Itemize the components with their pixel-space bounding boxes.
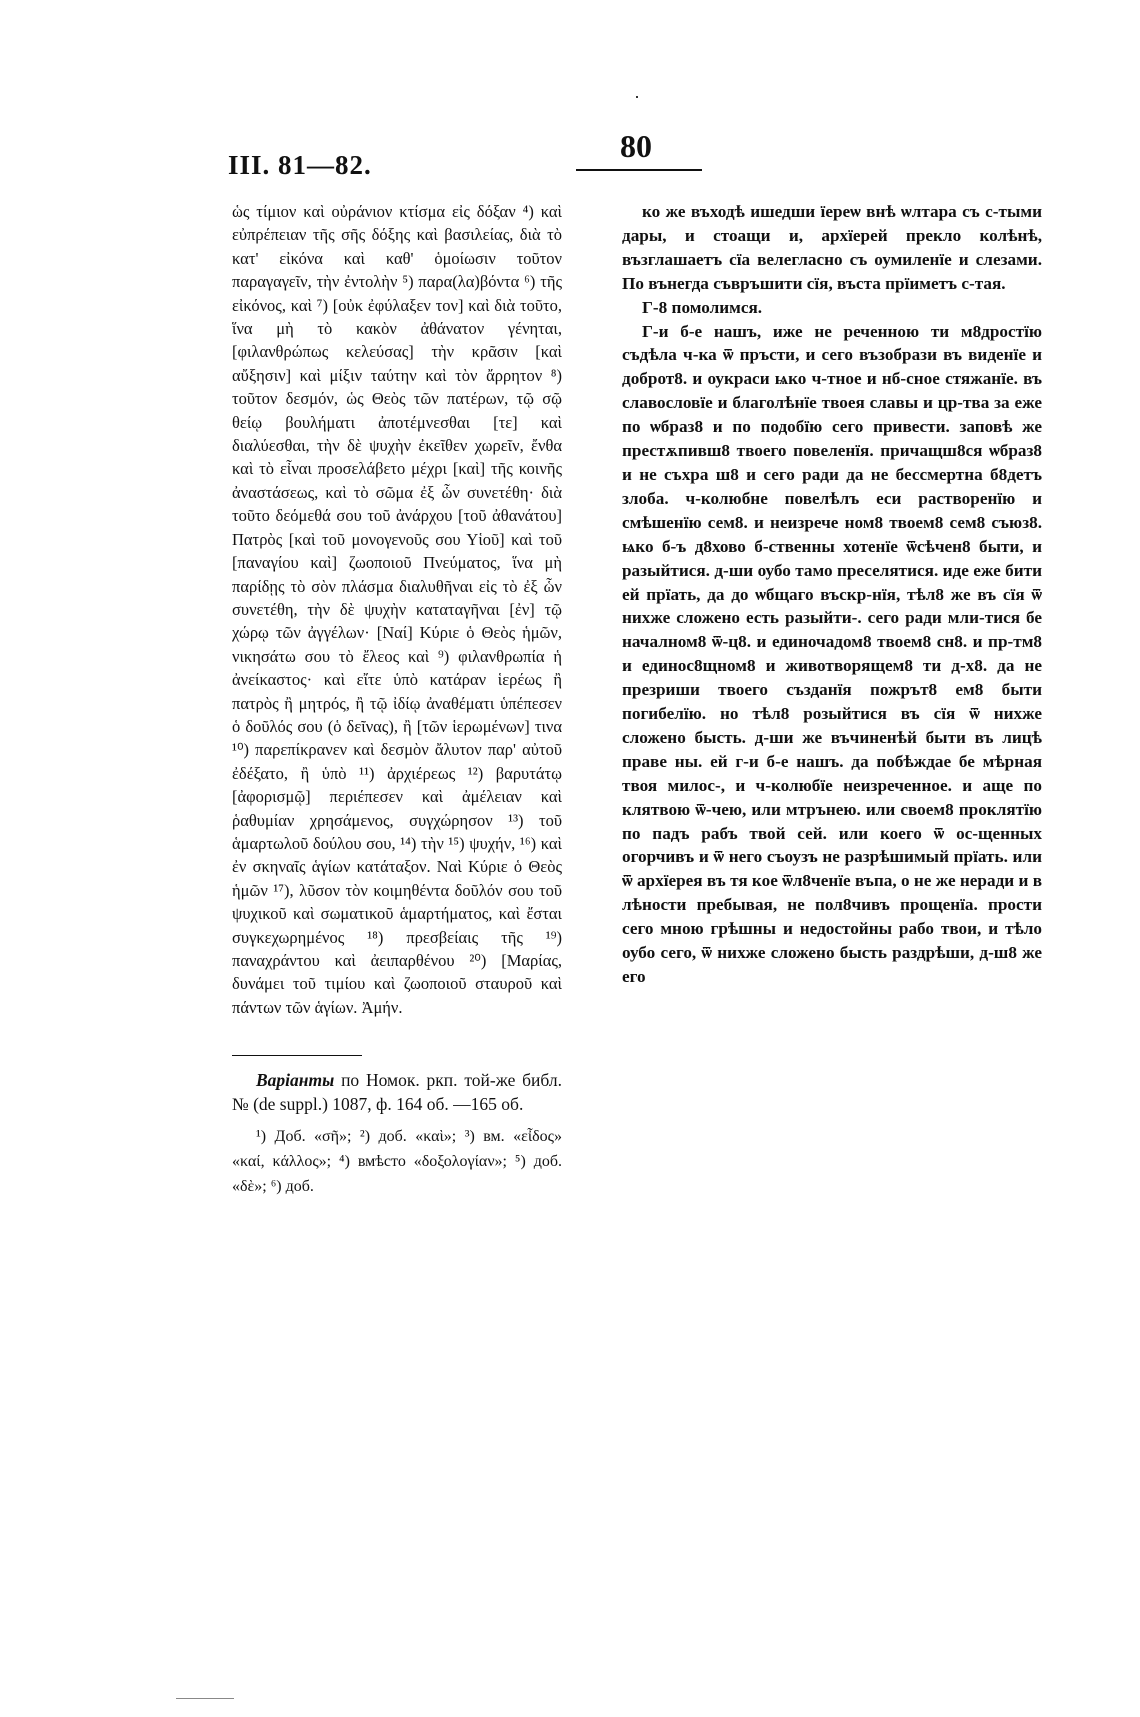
footnotes: ¹) Доб. «σῆ»; ²) доб. «καὶ»; ³) вм. «εἶδος» «καί, κάλλος»; ⁴) вмѣсто «δοξολογίαν»; ⁵) доб. «δὲ»; ⁶) доб.	[232, 1128, 562, 1196]
rubric-paragraph: ко же въходѣ ишедши їереѡ внѣ ѡлтара съ с-тыми дары, и стоащи и, архїерей прекло колѣнѣ, възглашаетъ сїа велегласно съ оумиленїе и слезами. По вънегда съвръшити сїя, въста прїиметъ с-тая.	[622, 202, 1042, 293]
variants-note	[232, 1068, 562, 1116]
page-number: 80	[620, 128, 652, 164]
variants-text: по Номок. ркп. той-же библ. № (de suppl.) 1087, ф. 164 об. —165 об.	[232, 1070, 562, 1115]
slavonic-column	[622, 200, 1042, 989]
prayer-call: Г-8 помолимся.	[642, 297, 763, 317]
scan-speck	[636, 96, 638, 98]
variants-label: Варіанты	[256, 1070, 335, 1091]
footnote-divider	[232, 1055, 362, 1056]
greek-prayer-text: ὡς τίμιον καὶ οὐράνιον κτίσμα εἰς δόξαν ⁴) καὶ εὐπρέπειαν τῆς σῆς δόξης καὶ βασιλείας, διὰ τὸ κατ' εἰκόνα καὶ καθ' ὁμοίωσιν τοῦτον παραγαγεῖν, τὴν ἐντολὴν ⁵) παρα(λα)βόντα ⁶) τῆς εἰκόνος, καὶ ⁷) [οὐκ ἐφύλαξεν τον] καὶ διὰ τοῦτο, ἵνα μὴ τὸ κακὸν ἀθάνατον γένηται, [φιλανθρώπως κελεύσας] τὴν κρᾶσιν [καὶ αὔξησιν] καὶ μίξιν ταύτην καὶ τὸν ἄρρητον ⁸) τοῦτον δεσμόν, ὡς Θεὸς τῶν πατέρων, τῷ σῷ θείῳ βουλήματι ἀποτέμνεσθαι [τε] καὶ διαλύεσθαι, τὴν δὲ ψυχὴν ἐκεῖθεν χωρεῖν, ἔνθα καὶ τὸ εἶναι προσελάβετο μέχρι [καὶ] τῆς κοινῆς ἀναστάσεως, καὶ τὸ σῶμα ἐξ ὧν συνετέθη· διὰ τοῦτο δεόμεθά σου τοῦ ἀνάρχου [τοῦ ἀθανάτου] Πατρὸς [καὶ τοῦ μονογενοῦς σου Υἱοῦ] καὶ τοῦ [παναγίου καὶ] ζωοποιοῦ Πνεύματος, ἵνα μὴ παρίδῃς τὸ σὸν πλάσμα διαλυθῆναι εἰς τὸ ἐξ ὧν συνετέθη, τὴν δὲ ψυχὴν καταταγῆναι [ἐν] τῷ χώρῳ τῶν ἀγγέλων· [Ναί] Κύριε ὁ Θεὸς ἡμῶν, νικησάτω σου τὸ ἔλεος καὶ ⁹) φιλανθρωπία ἡ ἀνείκαστος· καὶ εἴτε ὑπὸ κατάραν ἱερέως ἢ πατρὸς ἢ μητρός, ἢ τῷ ἰδίῳ ἀναθέματι ὑπέπεσεν ὁ δοῦλός σου (ὁ δεῖνας), ἢ [τῶν ἱερωμένων] τινα ¹⁰) παρεπίκρανεν καὶ δεσμὸν ἄλυτον παρ' αὐτοῦ ἐδέξατο, ἢ ὑπὸ ¹¹) ἀρχιέρεως ¹²) βαρυτάτῳ [ἀφορισμῷ] περιέπεσεν καὶ ἀμέλειαν καὶ ῥαθυμίαν χρησάμενος, συγχώρησον ¹³) τοῦ ἁμαρτωλοῦ δούλου σου, ¹⁴) τὴν ¹⁵) ψυχήν, ¹⁶) καὶ ἐν σκηναῖς ἁγίων κατάταξον. Ναὶ Κύριε ὁ Θεὸς ἡμῶν ¹⁷), λῦσον τὸν κοιμηθέντα δοῦλόν σου τοῦ ψυχικοῦ καὶ σωματικοῦ ἁμαρτήματος, καὶ ἔσται συγκεχωρημένος ¹⁸) πρεσβείαις τῆς ¹⁹) παναχράντου καὶ ἀειπαρθένου ²⁰) [Μαρίας, δυνάμει τοῦ τιμίου καὶ ζωοποιοῦ σταυροῦ καὶ πάντων τῶν ἁγίων. Ἀμήν.	[232, 202, 562, 1017]
section-reference: III. 81—82.	[228, 150, 372, 180]
greek-column	[232, 200, 562, 1199]
slavonic-prayer-text: Г-и б-е нашъ, иже не реченною ти м8дростїю съдѣла ч-ка ѿ пръсти, и сего възобрази въ виденїе и доброт8. и оукраси ѩко ч-тное и нб-сное стяжанїе. въ славословїе и благолѣнїе твоея славы и цр-тва за еже по ѡбраз8 и по подобїю сего привести. заповѣ же престѫпивш8 твоего повеленїя. причащш8ся ѡбраз8 и не съхра ш8 и сего ради да не бессмертна б8детъ злоба. ч-колюбне повелѣлъ еси растворенїю и смѣшенїю сем8. и неизрече ном8 твоем8 сем8 съюз8. ѩко б-ъ д8хово б-ственны хотенїе ѿсѣчен8 быти, и разыйтися. д-ши оубо тамо преселятися. иде еже бити ей прїать, да до ѡбщаго въскр-нїя, тѣл8 же въ сїя ѿ нихже сложено есть разыйти-. сего ради мли-тися бе началном8 ѿ-ц8. и единочадом8 твоем8 сн8. и пр-тм8 и единос8щном8 и животворящем8 ти д-х8. да не презриши твоего създанїя пожрът8 ем8 быти погибелїю. но тѣл8 розыйтися въ сїя ѿ нихже сложено бысть. д-ши же въчиненѣй быти въ лицѣ праве ны. ей г-и б-е нашъ. да побѣждае бе мѣрная твоя милос-, и ч-колюбїе неизреченное. и аще по клятвою ѿ-чею, или мтрънею. или своем8 проклятїю по падъ рабъ твой сей. или коего ѿ ос-щенных огорчивъ и ѿ него съоузъ не разрѣшимый прїать. или ѿ архїерея въ тя кое ѿл8ченїе въпа, о не же неради и в лѣности пребывая, не пол8чивъ прощенїа. прости сего мною грѣшны и недостойны рабо твои, и тѣло оубо сего, ѿ нихже сложено бысть раздрѣши, д-ш8 же его	[622, 321, 1042, 986]
page-bottom-mark	[176, 1698, 234, 1699]
header-rule	[576, 169, 702, 171]
